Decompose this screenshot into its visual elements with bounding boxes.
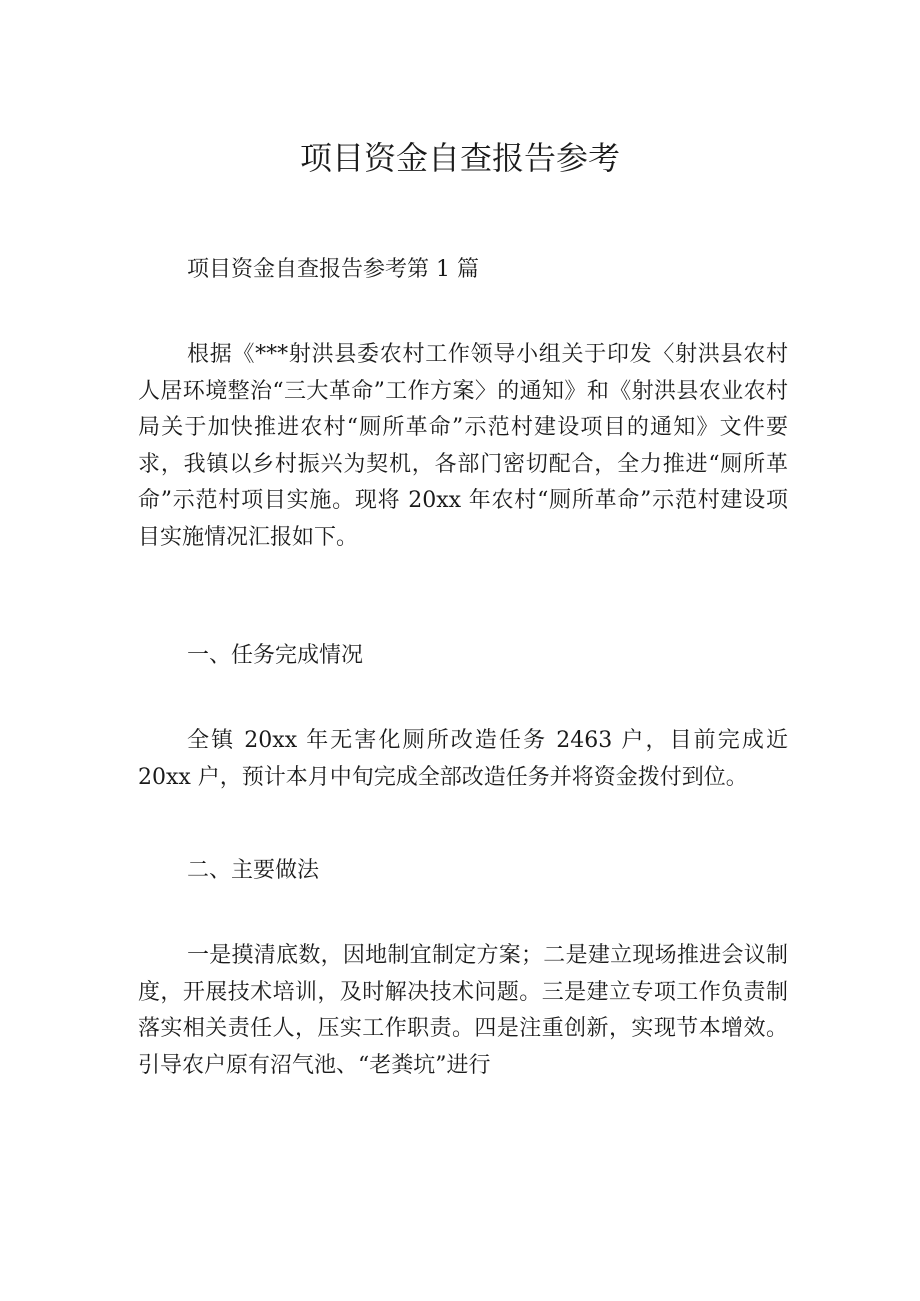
- paragraph-main-practices: 一是摸清底数，因地制宜制定方案；二是建立现场推进会议制度，开展技术培训，及时解决技术问题。三是建立专项工作负责制落实相关责任人，压实工作职责。四是注重创新，实现节本增效。引导农户原有沼气池、“老粪坑”进行: [138, 943, 788, 1078]
- section-heading-main-practices: 二、主要做法: [187, 858, 320, 883]
- paragraph-task-completion: 全镇 20xx 年无害化厕所改造任务 2463 户，目前完成近 20xx 户，预计本月中旬完成全部改造任务并将资金拨付到位。: [138, 728, 788, 790]
- section-heading-task-completion: 一、任务完成情况: [187, 643, 364, 668]
- document-title: 项目资金自查报告参考: [299, 139, 620, 178]
- paragraph-intro: 根据《***射洪县委农村工作领导小组关于印发〈射洪县农村人居环境整治“三大革命”工作方案〉的通知》和《射洪县农业农村局关于加快推进农村“厕所革命”示范村建设项目的通知》文件要求，我镇以乡村振兴为契机，各部门密切配合，全力推进“厕所革命”示范村项目实施。现将 20xx 年农村“厕所革命”示范村建设项目实施情况汇报如下。: [138, 342, 788, 550]
- document-subtitle: 项目资金自查报告参考第 1 篇: [187, 257, 479, 282]
